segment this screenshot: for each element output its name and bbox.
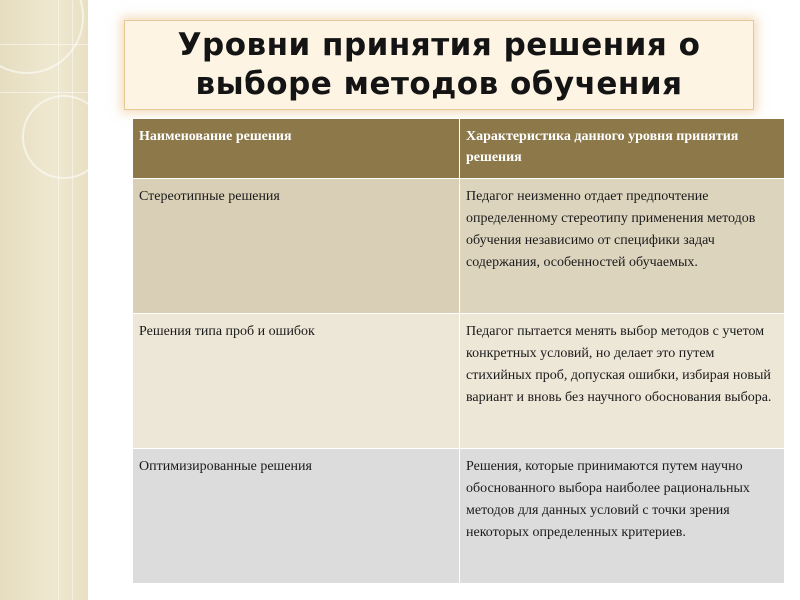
row-name: Стереотипные решения	[133, 179, 460, 314]
decorative-side-strip	[0, 0, 88, 600]
decorative-line	[0, 44, 88, 45]
title-line-1: Уровни принятия решения о	[177, 27, 701, 63]
decorative-line	[72, 0, 73, 600]
decorative-line	[58, 0, 59, 600]
decorative-line	[0, 92, 88, 93]
table-row	[133, 314, 785, 449]
row-name: Оптимизированные решения	[133, 449, 460, 584]
decorative-circle	[22, 95, 106, 179]
decision-levels-table	[132, 118, 785, 584]
row-description: Педагог неизменно отдает предпочтение определенному стереотипу применения методов обучения независимо от специфики задач содержания, особенностей обучаемых.	[460, 179, 785, 314]
table-header-row	[133, 119, 785, 179]
row-description: Решения, которые принимаются путем научно обоснованного выбора наиболее рациональных методов для данных условий с точки зрения некоторых определенных критериев.	[460, 449, 785, 584]
slide-title-box	[124, 20, 754, 110]
row-name: Решения типа проб и ошибок	[133, 314, 460, 449]
title-line-2: выборе методов обучения	[195, 66, 683, 102]
header-description: Характеристика данного уровня принятия решения	[460, 119, 785, 179]
table-row	[133, 449, 785, 584]
slide-title	[178, 26, 701, 104]
header-name: Наименование решения	[133, 119, 460, 179]
row-description: Педагог пытается менять выбор методов с учетом конкретных условий, но делает это путем стихийных проб, допуская ошибки, избирая новый вариант и вновь без научного обоснования выбора.	[460, 314, 785, 449]
table-row	[133, 179, 785, 314]
